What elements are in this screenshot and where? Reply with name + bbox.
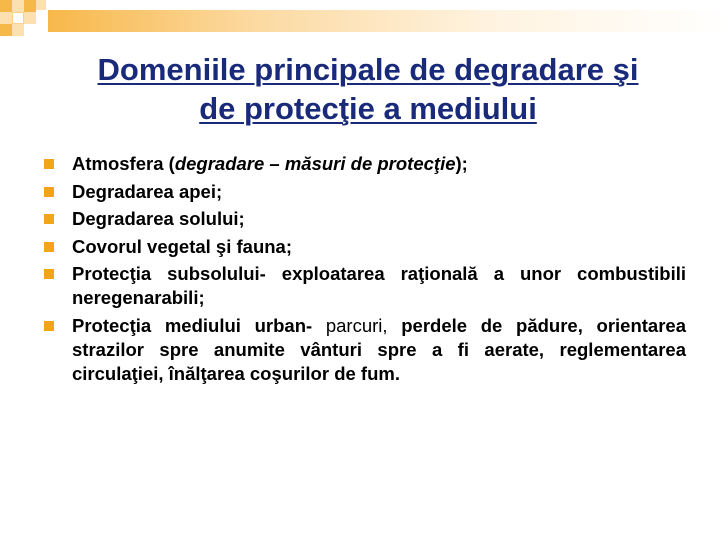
- orange-square-icon: [44, 159, 54, 169]
- title-line-1: Domeniile principale de degradare şi: [97, 52, 639, 87]
- header-decoration: [0, 0, 728, 48]
- list-item: Protecţia mediului urban- parcuri, perdele de pădure, orientarea strazilor spre anumite vânturi spre a fi aerate, reglementarea circulaţiei, înălţarea coşurilor de fum.: [44, 314, 686, 386]
- orange-square-icon: [44, 242, 54, 252]
- list-item: Covorul vegetal şi fauna;: [44, 235, 686, 259]
- orange-square-icon: [44, 214, 54, 224]
- list-item: Protecţia subsolului- exploatarea raţională a unor combustibili neregenarabili;: [44, 262, 686, 310]
- slide-title: [40, 50, 696, 128]
- orange-square-icon: [44, 187, 54, 197]
- orange-square-icon: [44, 321, 54, 331]
- bullet-list: [44, 152, 686, 389]
- list-item: Degradarea solului;: [44, 207, 686, 231]
- list-item: Degradarea apei;: [44, 180, 686, 204]
- list-item: Atmosfera (degradare – măsuri de protecţie);: [44, 152, 686, 176]
- title-line-2: de protecţie a mediului: [199, 91, 537, 126]
- orange-square-icon: [44, 269, 54, 279]
